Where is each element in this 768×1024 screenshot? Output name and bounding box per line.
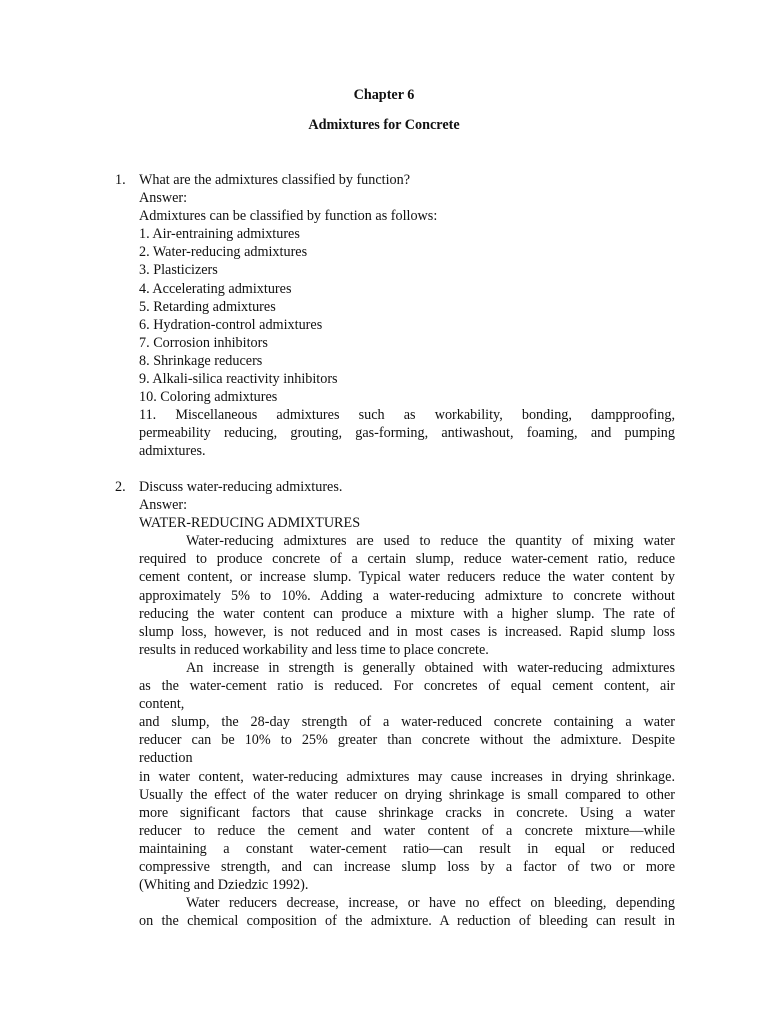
paragraph-line: cement content, or increase slump. Typical water reducers reduce the water content by	[139, 569, 675, 586]
paragraph-line: Water reducers decrease, increase, or have no effect on bleeding, depending	[186, 895, 675, 912]
list-item: 8. Shrinkage reducers	[139, 352, 263, 369]
list-item: 1. Air-entraining admixtures	[139, 226, 300, 243]
answer-label: Answer:	[139, 190, 188, 207]
paragraph-line: reducer can be 10% to 25% greater than concrete without the admixture. Despite	[139, 732, 675, 749]
paragraph-line: Usually the effect of the water reducer on drying shrinkage is small compared to other	[139, 786, 675, 803]
answer-label: Answer:	[139, 497, 188, 514]
section-heading: WATER-REDUCING ADMIXTURES	[139, 515, 361, 532]
answer-intro: Admixtures can be classified by function as follows:	[139, 208, 438, 225]
list-item: 3. Plasticizers	[139, 262, 218, 279]
chapter-title: Admixtures for Concrete	[308, 117, 460, 133]
question-number: 1.	[115, 172, 126, 188]
list-item: 10. Coloring admixtures	[139, 389, 278, 406]
paragraph-line: Water-reducing admixtures are used to reduce the quantity of mixing water	[186, 533, 675, 550]
list-item: 7. Corrosion inhibitors	[139, 334, 268, 351]
paragraph-line: as the water-cement ratio is reduced. For concretes of equal cement content, air	[139, 678, 675, 695]
list-item-11-line: admixtures.	[139, 443, 206, 460]
paragraph-line: reducing the water content can produce a mixture with a higher slump. The rate of	[139, 605, 675, 622]
paragraph-line: (Whiting and Dziedzic 1992).	[139, 877, 309, 894]
paragraph-line: results in reduced workability and less time to place concrete.	[139, 641, 489, 658]
paragraph-line: required to produce concrete of a certain slump, reduce water-cement ratio, reduce	[139, 551, 675, 568]
list-item-11-line: 11. Miscellaneous admixtures such as workability, bonding, dampproofing,	[139, 407, 675, 424]
paragraph-line: and slump, the 28-day strength of a water-reduced concrete containing a water	[139, 714, 675, 731]
list-item: 9. Alkali-silica reactivity inhibitors	[139, 371, 338, 388]
paragraph-line: An increase in strength is generally obtained with water-reducing admixtures	[186, 659, 675, 676]
question-body	[139, 171, 675, 461]
paragraph-line: on the chemical composition of the admixture. A reduction of bleeding can result in	[139, 913, 675, 930]
question-text: What are the admixtures classified by function?	[139, 172, 411, 188]
paragraph-line: reduction	[139, 750, 193, 767]
question-text: Discuss water-reducing admixtures.	[139, 479, 343, 495]
paragraph-line: compressive strength, and can increase slump loss by a factor of two or more	[139, 858, 675, 875]
list-item: 5. Retarding admixtures	[139, 298, 276, 315]
paragraph-line: content,	[139, 696, 185, 713]
paragraph-line: more significant factors that cause shrinkage cracks in concrete. Using a water	[139, 804, 675, 821]
list-item: 4. Accelerating admixtures	[139, 280, 292, 297]
list-item: 2. Water-reducing admixtures	[139, 244, 308, 261]
paragraph-line: maintaining a constant water-cement ratio—can result in equal or reduced	[139, 840, 675, 857]
list-item-11-line: permeability reducing, grouting, gas-forming, antiwashout, foaming, and pumping	[139, 425, 675, 442]
chapter-heading: Chapter 6	[353, 87, 415, 103]
question-number: 2.	[115, 479, 126, 495]
paragraph-line: slump loss, however, is not reduced and in most cases is increased. Rapid slump loss	[139, 623, 675, 640]
paragraph-line: reducer to reduce the cement and water content of a concrete mixture—while	[139, 822, 675, 839]
question-body	[139, 478, 675, 930]
paragraph-line: in water content, water-reducing admixtures may cause increases in drying shrinkage.	[139, 768, 675, 785]
list-item: 6. Hydration-control admixtures	[139, 316, 323, 333]
paragraph-line: approximately 5% to 10%. Adding a water-reducing admixture to concrete without	[139, 587, 675, 604]
